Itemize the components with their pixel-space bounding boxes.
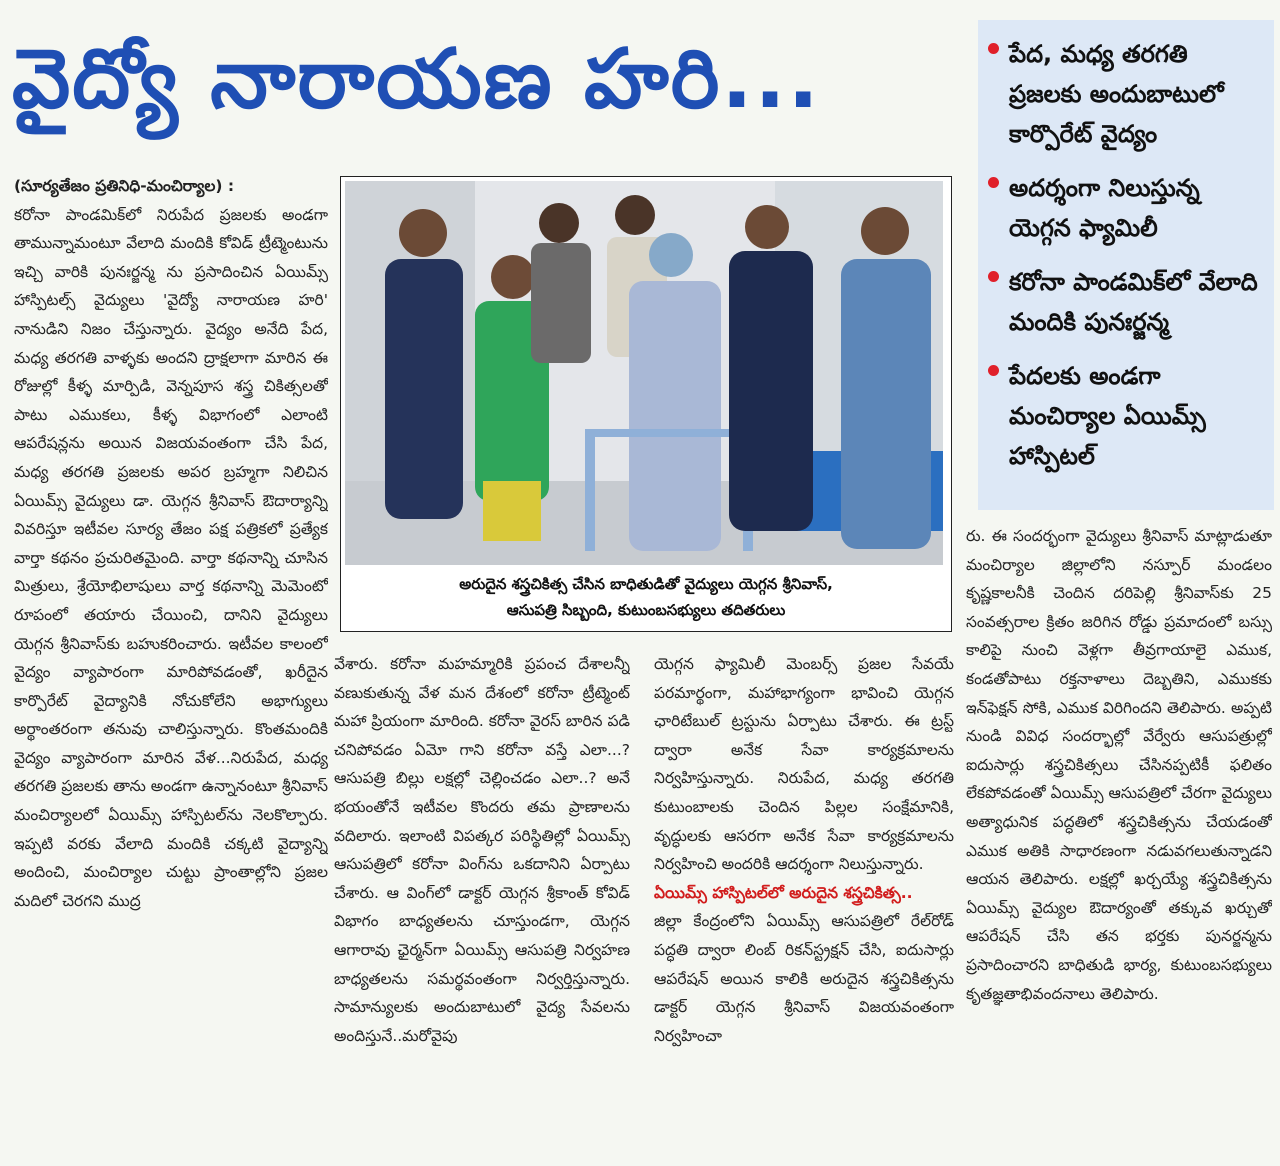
highlights-box [978, 20, 1274, 510]
article-column-1 [14, 172, 328, 1162]
caption-line: అరుదైన శస్త్రచికిత్స చేసిన బాధితుడితో వైద్యులు యెగ్గన శ్రీనివాస్, [459, 575, 833, 593]
highlight-text: అదర్శంగా నిలుస్తున్న యెగ్గన ఫ్యామిలీ [1009, 174, 1200, 242]
byline: (సూర్యతేజం ప్రతినిధి-మంచిర్యాల) : [14, 177, 235, 195]
column-3-text-continued: జిల్లా కేంద్రంలోని ఏయిమ్స్ ఆసుపత్రిలో రేల్‌రోడ్ పద్ధతి ద్వారా లింబ్ రికన్‌స్ట్రక్షన్ చేసి, ఐదుసార్లు ఆపరేషన్ అయిన కాలికి అరుదైన శస్త్రచికిత్సను డాక్టర్ యెగ్గన శ్రీనివాస్ విజయవంతంగా నిర్వహించా [654, 912, 954, 1045]
column-4-text: రు. ఈ సందర్భంగా వైద్యులు శ్రీనివాస్ మాట్లాడుతూ మంచిర్యాల జిల్లాలోని నస్పూర్ మండలం కృష్ణకాలనీకి చెందిన దరిపెల్లి శ్రీనివాస్‌కు 25 సంవత్సరాల క్రితం జరిగిన రోడ్డు ప్రమాదంలో బస్సు కాలిపై నుంచి వెళ్లగా తీవ్రగాయాలై ఎముక, కండతోపాటు రక్తనాళాలు దెబ్బతిని, ఎముకకు ఇన్‌ఫెక్షన్ సోకి, ఎముక విరిగిందని తెలిపారు. అప్పటి నుండి వివిధ సందర్భాల్లో వేర్వేరు ఆసుపత్రుల్లో ఐదుసార్లు శస్త్రచికిత్సలు చేసినప్పటికీ ఫలితం లేకపోవడంతో ఏయిమ్స్ ఆసుపత్రిలో చేరగా వైద్యులు అత్యాధునిక పద్ధతిలో శస్త్రచికిత్సను చేయడంతో ఎముక అతికి సాధారణంగా నడువగలుతున్నాడని ఆయన తెలిపారు. లక్షల్లో ఖర్చయ్యే శస్త్రచికిత్సను ఏయిమ్స్ వైద్యుల ఔదార్యంతో తక్కువ ఖర్చుతో ఆపరేషన్ చేసి తన భర్తకు పునర్జన్మను ప్రసాదించారని బాధితుడి భార్య, కుటుంబసభ్యులు కృతజ్ఞతాభివందనాలు తెలిపారు. [966, 527, 1272, 1003]
article-column-2 [334, 650, 630, 1162]
highlight-text: పేదలకు అండగా మంచిర్యాల ఏయిమ్స్ హాస్పిటల్ [1009, 362, 1206, 470]
column-1-text: కరోనా పాండమిక్‌లో నిరుపేద ప్రజలకు అండగా తామున్నామంటూ వేలాది మందికి కోవిడ్ ట్రీట్మెంటును ఇచ్చి వారికి పునఃర్జన్మ ను ప్రసాదించిన ఏయిమ్స్ హాస్పిటల్స్ వైద్యులు 'వైద్యో నారాయణ హరి' నానుడిని నిజం చేస్తున్నారు. వైద్యం అనేది పేద, మధ్య తరగతి వాళ్ళకు అందని ద్రాక్షలాగా మారిన ఈ రోజుల్లో కీళ్ళ మార్పిడి, వెన్నపూస శస్త్ర చికిత్సలతో పాటు ఎముకలు, కీళ్ళ విభాగంలో ఎలాంటి ఆపరేషన్లను అయిన విజయవంతంగా చేసి పేద, మధ్య తరగతి ప్రజలకు అపర బ్రహ్మగా నిలిచిన ఏయిమ్స్ వైద్యులు డా. యెగ్గన శ్రీనివాస్ ఔదార్యాన్ని వివరిస్తూ ఇటీవల సూర్య తేజం పక్ష పత్రికలో ప్రత్యేక వార్తా కథనం ప్రచురితమైంది. వార్తా కథనాన్ని చూసిన మిత్రులు, శ్రేయోభిలాషులు వార్త కథనాన్ని మెమెంటో రూపంలో తయారు చేయించి, దానిని వైద్యులు యెగ్గన శ్రీనివాస్‌కు బహుకరించారు. ఇటీవల కాలంలో వైద్యం వ్యాపారంగా మారిపోవడంతో, ఖరీదైన కార్పొరేట్ వైద్యానికి నోచుకోలేని అభాగ్యులు అర్థాంతరంగా తనువు చాలిస్తున్నారు. కొంతమందికి వైద్యం వ్యాపారంగా మారిన వేళ...నిరుపేద, మధ్య తరగతి ప్రజలకు తాను అండగా ఉన్నానంటూ శ్రీనివాస్ మంచిర్యాలలో ఏయిమ్స్ హాస్పిటల్‌ను నెలకొల్పారు. ఇప్పటి వరకు వేలాది మందికి చక్కటి వైద్యాన్ని అందించి, మంచిర్యాల చుట్టు ప్రాంతాల్లోని ప్రజల మదిలో చెరగని ముద్ర [14, 205, 328, 910]
column-2-text: వేశారు. కరోనా మహమ్మారికి ప్రపంచ దేశాలన్నీ వణుకుతున్న వేళ మన దేశంలో కరోనా ట్రీట్మెంట్ మహా ప్రియంగా మారింది. కరోనా వైరస్ బారిన పడి చనిపోవడం ఏమో గాని కరోనా వస్తే ఎలా...? ఆసుపత్రి బిల్లు లక్షల్లో చెల్లించడం ఎలా..? అనే భయంతోనే ఇటీవల కొందరు తమ ప్రాణాలను వదిలారు. ఇలాంటి విపత్కర పరిస్థితిల్లో ఏయిమ్స్ ఆసుపత్రిలో కరోనా వింగ్‌ను ఒకదానిని ఏర్పాటు చేశారు. ఆ వింగ్‌లో డాక్టర్ యెగ్గన శ్రీకాంత్ కోవిడ్ విభాగం బాధ్యతలను చూస్తుండగా, యెగ్గన ఆగారావు ఛైర్మన్‌గా ఏయిమ్స్ ఆసుపత్రి నిర్వహణ బాధ్యతలను సమర్థవంతంగా నిర్వర్తిస్తున్నారు. సామాన్యులకు అందుబాటులో వైద్య సేవలను అందిస్తునే..మరోవైపు [334, 655, 630, 1045]
highlight-text: కరోనా పాండమిక్‌లో వేలాది మందికి పునఃర్జన్మ [1009, 268, 1258, 336]
article-column-3 [654, 650, 954, 1162]
bullet-icon [988, 43, 999, 54]
bullet-icon [988, 271, 999, 282]
photo-illustration [345, 181, 943, 565]
headline: వైద్యో నారాయణ హరి... [12, 32, 821, 127]
article-column-4 [966, 522, 1272, 1162]
photo-frame [340, 176, 952, 632]
bullet-icon [988, 365, 999, 376]
subheading: ఏయిమ్స్ హాస్పిటల్‌లో అరుదైన శస్త్రచికిత్స.. [654, 883, 913, 902]
highlight-item [986, 356, 1266, 476]
highlight-item [986, 34, 1266, 154]
highlight-text: పేద, మధ్య తరగతి ప్రజలకు అందుబాటులో కార్పొరేట్ వైద్యం [1009, 40, 1224, 148]
group-photo [345, 181, 943, 565]
column-3-text: యెగ్గన ఫ్యామిలీ మెంబర్స్ ప్రజల సేవయే పరమార్థంగా, మహాభాగ్యంగా భావించి యెగ్గన ఛారిటేబుల్ ట్రస్టును ఏర్పాటు చేశారు. ఈ ట్రస్ట్ ద్వారా అనేక సేవా కార్యక్రమాలను నిర్వహిస్తున్నారు. నిరుపేద, మధ్య తరగతి కుటుంబాలకు చెందిన పిల్లల సంక్షేమానికి, వృద్ధులకు ఆసరగా అనేక సేవా కార్యక్రమాలను నిర్వహించి అందరికి ఆదర్శంగా నిలుస్తున్నారు. [654, 655, 954, 874]
photo-caption [345, 571, 947, 623]
bullet-icon [988, 177, 999, 188]
caption-line: ఆసుపత్రి సిబ్బంది, కుటుంబసభ్యులు తదితరులు [506, 601, 786, 619]
highlight-item [986, 168, 1266, 248]
highlight-item [986, 262, 1266, 342]
